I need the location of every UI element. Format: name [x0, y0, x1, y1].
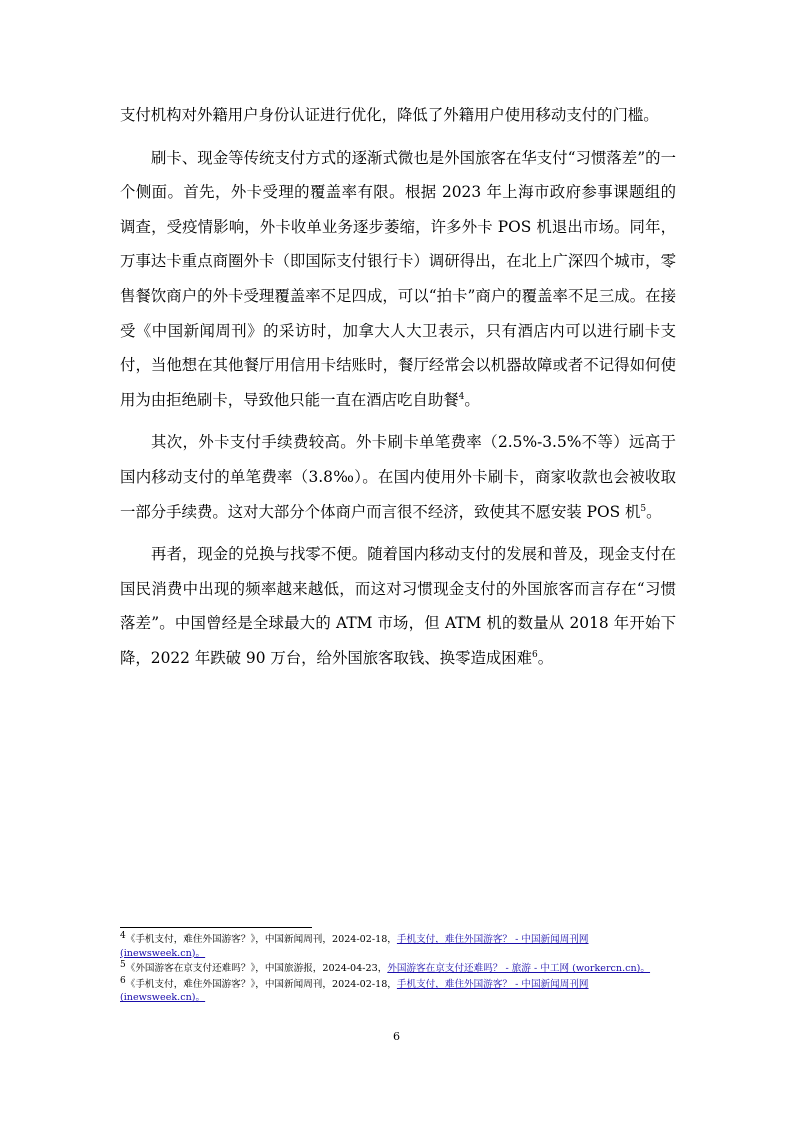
- footnote-separator: [120, 927, 312, 928]
- footnote-ref-5[interactable]: 5: [640, 503, 647, 514]
- footnote-4-link[interactable]: 手机支付，难住外国游客？ - 中国新闻周刊网 (inewsweek.cn)。: [120, 934, 589, 959]
- page-number: 6: [393, 1030, 400, 1043]
- body-text: [120, 98, 676, 676]
- footnote-5-link[interactable]: 外国游客在京支付还难吗？ - 旅游 - 中工网 (workercn.cn)。: [387, 963, 651, 975]
- footnote-6-link[interactable]: 手机支付，难住外国游客？ - 中国新闻周刊网 (inewsweek.cn)。: [120, 978, 589, 1004]
- paragraph-3: 其次，外卡支付手续费较高。外卡刷卡单笔费率（2.5%-3.5%不等）远高于国内移动支付的单笔费率（3.8‰）。在国内使用外卡刷卡，商家收款也会被收取一部分手续费。这对大部分个体商户而言很不经济，致使其不愿安装 POS 机$^5$。: [120, 433, 676, 521]
- footnote-4: $^4$《手机支付，难住外国游客？》，中国新闻周刊，2024-02-18，手机支付，难住外国游客？ - 中国新闻周刊网 (inewsweek.cn)。: [120, 930, 589, 959]
- footnote-6: $^6$《手机支付，难住外国游客？》，中国新闻周刊，2024-02-18，手机支付，难住外国游客？ - 中国新闻周刊网 (inewsweek.cn)。: [120, 975, 589, 1004]
- paragraph-1: 支付机构对外籍用户身份认证进行优化，降低了外籍用户使用移动支付的门槛。: [120, 106, 659, 124]
- paragraph-2: 刷卡、现金等传统支付方式的逐渐式微也是外国旅客在华支付“习惯落差”的一个侧面。首先，外卡受理的覆盖率有限。根据 2023 年上海市政府参事课题组的调查，受疫情影响，外卡收单业务逐步萎缩，许多外卡 POS 机退出市场。同年，万事达卡重点商圈外卡（即国际支付银行卡）调研得出，在北上广深四个城市，零售餐饮商户的外卡受理覆盖率不足四成，可以“拍卡”商户的覆盖率不足三成。在接受《中国新闻周刊》的采访时，加拿大人大卫表示，只有酒店内可以进行刷卡支付，当他想在其他餐厅用信用卡结账时，餐厅经常会以机器故障或者不记得如何使用为由拒绝刷卡，导致他只能一直在酒店吃自助餐$^4$。: [120, 148, 676, 409]
- footnotes: [120, 930, 676, 1005]
- footnote-ref-6[interactable]: 6: [532, 649, 538, 660]
- footnote-5: $^5$《外国游客在京支付还难吗？》，中国旅游报，2024-04-23，外国游客在京支付还难吗？ - 旅游 - 中工网 (workercn.cn)。: [120, 960, 651, 975]
- paragraph-4: 再者，现金的兑换与找零不便。随着国内移动支付的发展和普及，现金支付在国民消费中出现的频率越来越低，而这对习惯现金支付的外国旅客而言存在“习惯落差”。中国曾经是全球最大的 ATM 市场，但 ATM 机的数量从 2018 年开始下降，2022 年跌破 90 万台，给外国旅客取钱、换零造成困难$^6$。: [120, 545, 676, 667]
- footnote-ref-4[interactable]: 4: [458, 391, 465, 402]
